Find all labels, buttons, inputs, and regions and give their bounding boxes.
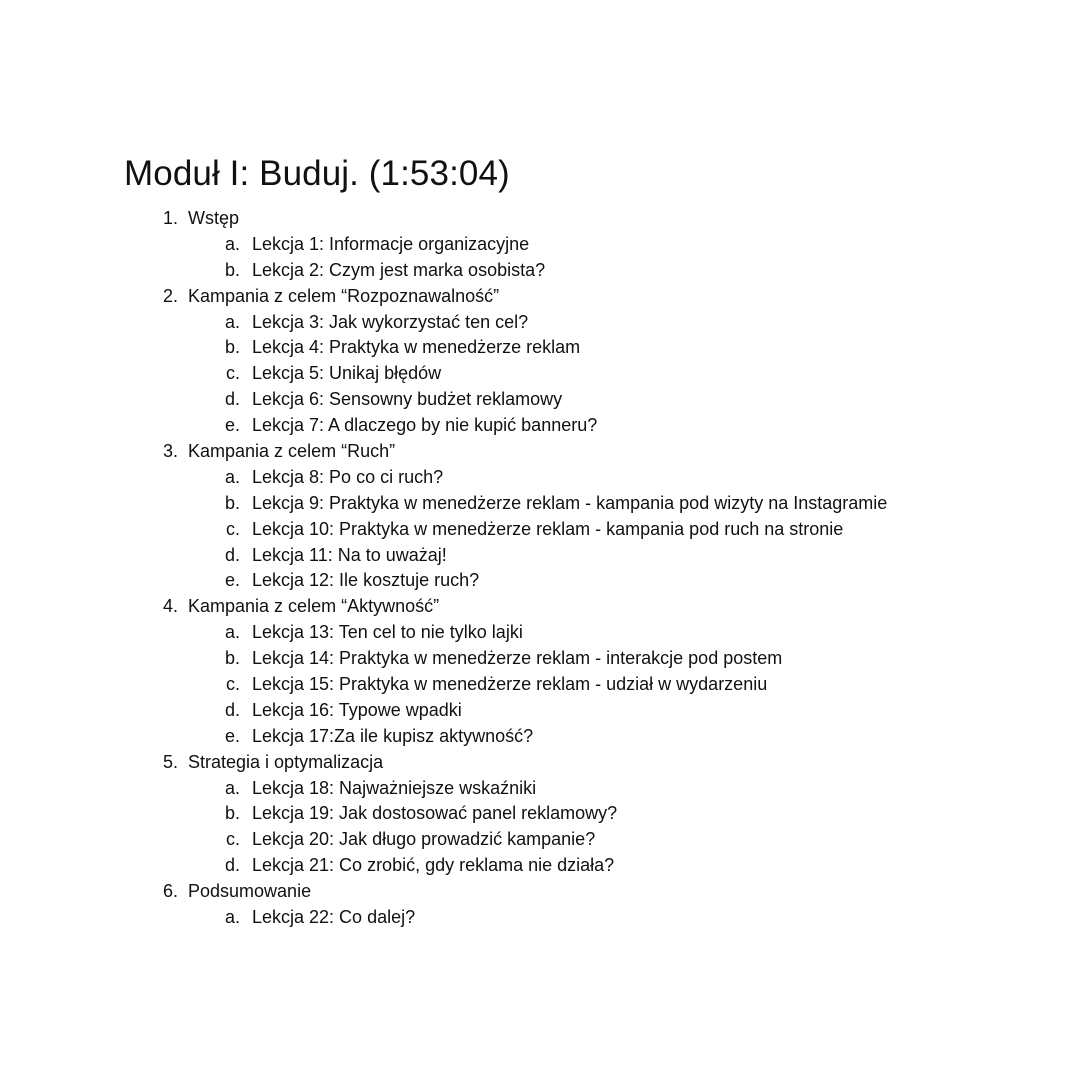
lesson-title: Lekcja 1: Informacje organizacyjne (252, 233, 530, 254)
lesson-letter: c. (225, 518, 240, 539)
section-row (124, 284, 1064, 310)
lesson-list (124, 232, 1064, 284)
lesson-list (124, 905, 1064, 931)
lesson-title: Lekcja 13: Ten cel to nie tylko lajki (252, 622, 523, 643)
lesson-letter: d. (224, 544, 240, 565)
section-item (124, 284, 1064, 439)
section-title: Kampania z celem “Rozpoznawalność” (188, 285, 500, 306)
lesson-item (124, 361, 1064, 387)
lesson-list (124, 310, 1064, 439)
lesson-title: Lekcja 10: Praktyka w menedżerze reklam - kampania pod ruch na stronie (252, 518, 844, 539)
lesson-title: Lekcja 19: Jak dostosować panel reklamowy? (252, 803, 618, 824)
lesson-list (124, 465, 1064, 594)
section-item (124, 439, 1064, 594)
lesson-item (124, 672, 1064, 698)
page-title: Moduł I: Buduj. (1:53:04) (124, 154, 510, 193)
lesson-item (124, 310, 1064, 336)
lesson-letter: e. (224, 570, 240, 591)
lesson-letter: b. (224, 259, 240, 280)
lesson-title: Lekcja 11: Na to uważaj! (252, 544, 447, 565)
lesson-item (124, 620, 1064, 646)
lesson-letter: b. (224, 337, 240, 358)
section-row (124, 750, 1064, 776)
lesson-item (124, 543, 1064, 569)
lesson-item (124, 335, 1064, 361)
lesson-item (124, 465, 1064, 491)
lesson-item (124, 568, 1064, 594)
lesson-title: Lekcja 5: Unikaj błędów (252, 363, 442, 384)
lesson-item (124, 801, 1064, 827)
lesson-letter: b. (224, 648, 240, 669)
lesson-title: Lekcja 3: Jak wykorzystać ten cel? (252, 311, 529, 332)
lesson-letter: c. (225, 674, 240, 695)
section-item (124, 879, 1064, 931)
lesson-title: Lekcja 12: Ile kosztuje ruch? (252, 570, 480, 591)
lesson-item (124, 905, 1064, 931)
lesson-item (124, 491, 1064, 517)
section-number: 1. (162, 208, 178, 228)
lesson-letter: a. (224, 777, 240, 798)
lesson-item (124, 517, 1064, 543)
section-number: 5. (162, 751, 178, 772)
lesson-letter: a. (224, 622, 240, 643)
lesson-item (124, 853, 1064, 879)
section-title: Kampania z celem “Ruch” (188, 441, 396, 462)
lesson-title: Lekcja 21: Co zrobić, gdy reklama nie działa? (252, 855, 615, 876)
lesson-letter: d. (224, 699, 240, 720)
lesson-letter: a. (224, 311, 240, 332)
lesson-item (124, 387, 1064, 413)
lesson-title: Lekcja 14: Praktyka w menedżerze reklam - interakcje pod postem (252, 648, 783, 669)
lesson-list (124, 776, 1064, 880)
lesson-item (124, 258, 1064, 284)
lesson-letter: c. (225, 363, 240, 384)
section-title: Strategia i optymalizacja (188, 751, 384, 772)
section-title: Kampania z celem “Aktywność” (188, 596, 440, 617)
lesson-title: Lekcja 4: Praktyka w menedżerze reklam (252, 337, 581, 358)
lesson-title: Lekcja 7: A dlaczego by nie kupić banneru? (252, 415, 598, 436)
lesson-item (124, 827, 1064, 853)
lesson-item (124, 413, 1064, 439)
section-row (124, 879, 1064, 905)
lesson-title: Lekcja 6: Sensowny budżet reklamowy (252, 389, 563, 410)
section-number: 2. (162, 285, 178, 306)
section-row (124, 206, 1064, 232)
section-number: 4. (162, 596, 178, 617)
lesson-title: Lekcja 9: Praktyka w menedżerze reklam - kampania pod wizyty na Instagramie (252, 492, 888, 513)
lesson-title: Lekcja 20: Jak długo prowadzić kampanie? (252, 829, 596, 850)
lesson-item (124, 232, 1064, 258)
section-title: Podsumowanie (188, 881, 312, 902)
section-number: 6. (162, 881, 178, 902)
section-list (124, 206, 1064, 931)
lesson-item (124, 724, 1064, 750)
document (124, 148, 1064, 931)
section-item (124, 594, 1064, 749)
section-item (124, 206, 1064, 284)
lesson-letter: a. (224, 907, 240, 928)
lesson-item (124, 698, 1064, 724)
lesson-letter: d. (224, 855, 240, 876)
lesson-item (124, 646, 1064, 672)
lesson-title: Lekcja 18: Najważniejsze wskaźniki (252, 777, 537, 798)
lesson-item (124, 776, 1064, 802)
lesson-title: Lekcja 17:Za ile kupisz aktywność? (252, 725, 534, 746)
section-title: Wstęp (188, 208, 240, 228)
lesson-letter: e. (224, 415, 240, 436)
lesson-letter: a. (224, 233, 240, 254)
lesson-letter: b. (224, 803, 240, 824)
lesson-letter: d. (224, 389, 240, 410)
section-row (124, 439, 1064, 465)
section-row (124, 594, 1064, 620)
lesson-title: Lekcja 16: Typowe wpadki (252, 699, 462, 720)
lesson-list (124, 620, 1064, 749)
lesson-title: Lekcja 22: Co dalej? (252, 907, 416, 928)
lesson-letter: e. (224, 725, 240, 746)
section-item (124, 750, 1064, 879)
section-number: 3. (162, 441, 178, 462)
lesson-title: Lekcja 15: Praktyka w menedżerze reklam - udział w wydarzeniu (252, 674, 768, 695)
lesson-letter: c. (225, 829, 240, 850)
lesson-letter: b. (224, 492, 240, 513)
lesson-title: Lekcja 2: Czym jest marka osobista? (252, 259, 546, 280)
lesson-title: Lekcja 8: Po co ci ruch? (252, 466, 444, 487)
lesson-letter: a. (224, 466, 240, 487)
